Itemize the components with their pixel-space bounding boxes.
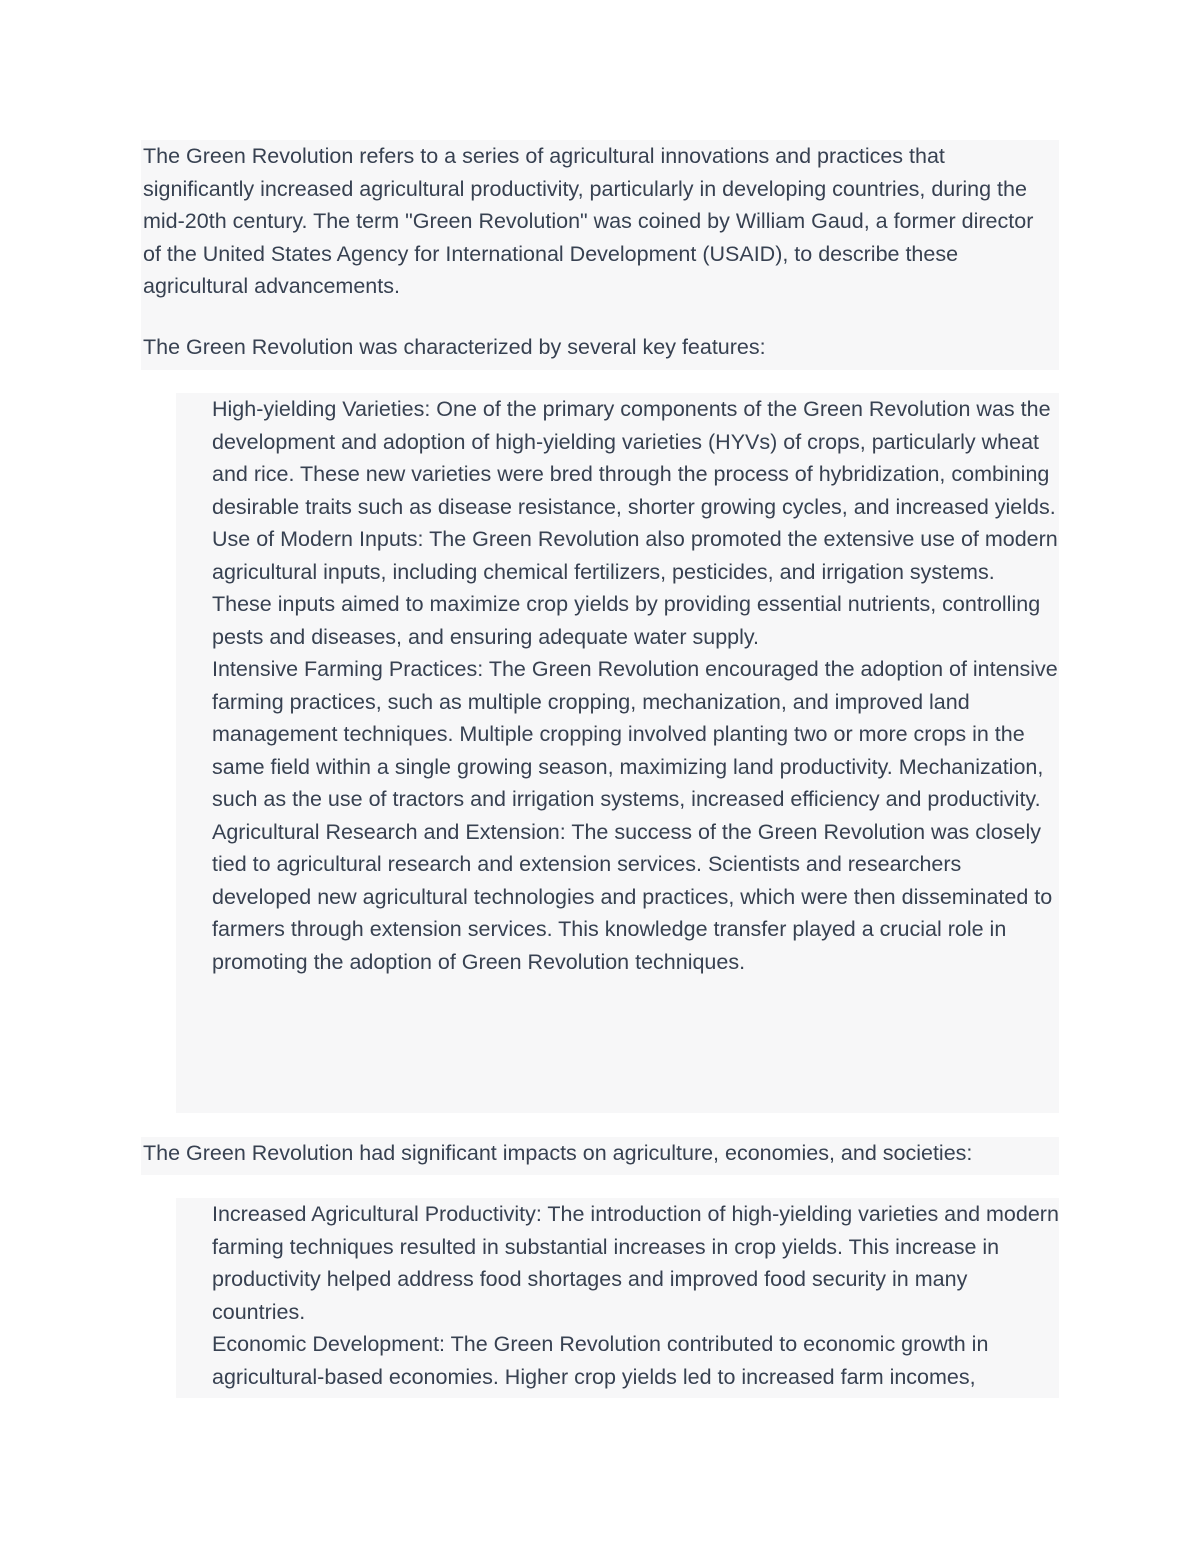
features-list (176, 393, 1059, 1113)
impacts-list (176, 1198, 1059, 1398)
list-item: Increased Agricultural Productivity: The introduction of high-yielding varieties and modern farming techniques resulted in substantial increases in crop yields. This increase in productivity helped address food shortages and improved food security in many countries. (212, 1202, 1059, 1324)
intro-paragraph: The Green Revolution refers to a series of agricultural innovations and practices that significantly increased agricultural productivity, particularly in developing countries, during the mid-20th century. The term "Green Revolution" was coined by William Gaud, a former director of the United States Agency for International Development (USAID), to describe these agricultural advancements. (143, 144, 1034, 298)
list-item: Economic Development: The Green Revolution contributed to economic growth in agricultural-based economies. Higher crop yields led to increased farm incomes, (212, 1332, 989, 1389)
list-item: Intensive Farming Practices: The Green Revolution encouraged the adoption of intensive farming practices, such as multiple cropping, mechanization, and improved land management techniques. Multiple cropping involved planting two or more crops in the same field within a single growing season, maximizing land productivity. Mechanization, such as the use of tractors and irrigation systems, increased efficiency and productivity. (212, 657, 1058, 811)
impacts-heading-block (141, 1137, 1059, 1175)
list-item: High-yielding Varieties: One of the primary components of the Green Revolution was the development and adoption of high-yielding varieties (HYVs) of crops, particularly wheat and rice. These new varieties were bred through the process of hybridization, combining desirable traits such as disease resistance, shorter growing cycles, and increased yields. (212, 397, 1056, 519)
list-item: Use of Modern Inputs: The Green Revolution also promoted the extensive use of modern agricultural inputs, including chemical fertilizers, pesticides, and irrigation systems. These inputs aimed to maximize crop yields by providing essential nutrients, controlling pests and diseases, and ensuring adequate water supply. (212, 527, 1058, 649)
impacts-heading: The Green Revolution had significant impacts on agriculture, economies, and societies: (143, 1141, 973, 1165)
list-item: Agricultural Research and Extension: The success of the Green Revolution was closely tied to agricultural research and extension services. Scientists and researchers developed new agricultural technologies and practices, which were then disseminated to farmers through extension services. This knowledge transfer played a crucial role in promoting the adoption of Green Revolution techniques. (212, 819, 1053, 974)
features-lead-paragraph: The Green Revolution was characterized by several key features: (143, 335, 766, 359)
intro-block (141, 140, 1059, 370)
